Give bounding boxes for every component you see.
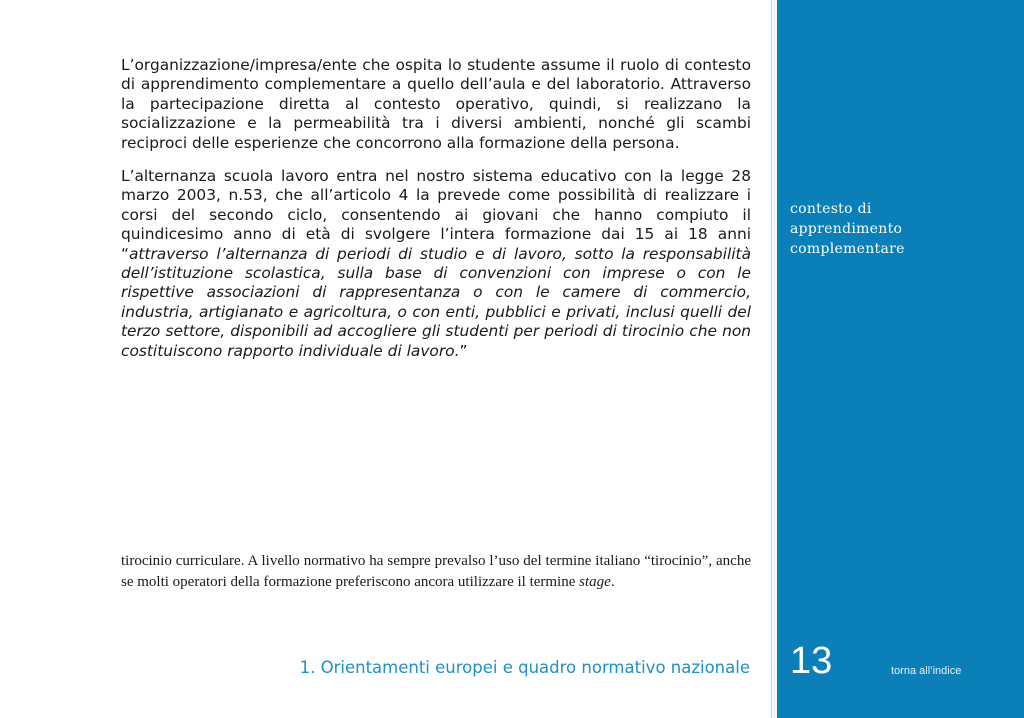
sidebar xyxy=(777,0,1024,718)
footnote xyxy=(121,551,751,592)
divider-line xyxy=(771,0,772,718)
sidebar-note-line: complementare xyxy=(790,241,905,257)
footnote-text: tirocinio curriculare. A livello normativo ha sempre prevalso l’uso del termine italiano “tirocinio”, anche se molti operatori della formazione preferiscono ancora utilizzare il termine xyxy=(121,553,751,590)
footnote-term: stage xyxy=(579,573,611,590)
footnote-end: . xyxy=(610,573,615,590)
paragraph-2-close: ” xyxy=(459,341,468,360)
sidebar-note-line: apprendimento xyxy=(790,221,903,237)
back-to-index-link[interactable]: torna all’indice xyxy=(891,665,962,677)
law-quotation: attraverso l’alternanza di periodi di studio e di lavoro, sotto la responsabilità dell’istituzione scolastica, sulla base di convenzioni con imprese o con le rispettive associazioni di rappresentanza o con le camere di commercio, industria, artigianato e agricoltura, o con enti, pubblici e privati, inclusi quelli del terzo settore, disponibili ad accogliere gli studenti per periodi di tirocinio che non costituiscono rapporto individuale di lavoro. xyxy=(121,244,751,360)
paragraph-2 xyxy=(121,167,751,361)
divider-line xyxy=(774,0,775,718)
main-text-column xyxy=(121,56,751,361)
page-number: 13 xyxy=(790,640,833,682)
paragraph-1: L’organizzazione/impresa/ente che ospita lo studente assume il ruolo di contesto di apprendimento complementare a quello dell’aula e del laboratorio. Attraverso la partecipazione diretta al contesto operativo, quindi, si realizzano la socializzazione e la permeabilità tra i diversi ambienti, nonché gli scambi reciproci delle esperienze che concorrono alla formazione della persona. xyxy=(121,56,751,152)
sidebar-note xyxy=(790,199,1010,259)
sidebar-note-line: contesto di xyxy=(790,201,872,217)
chapter-title: 1. Orientamenti europei e quadro normativo nazionale xyxy=(299,658,750,677)
paragraph-2-intro: L’alternanza scuola lavoro entra nel nostro sistema educativo con la legge 28 marzo 2003, n.53, che all’articolo 4 la prevede come possibilità di realizzare i corsi del secondo ciclo, consentendo ai giovani che hanno compiuto il quindicesimo anno di età di svolgere l’intera formazione dai 15 ai 18 anni “ xyxy=(121,167,751,263)
